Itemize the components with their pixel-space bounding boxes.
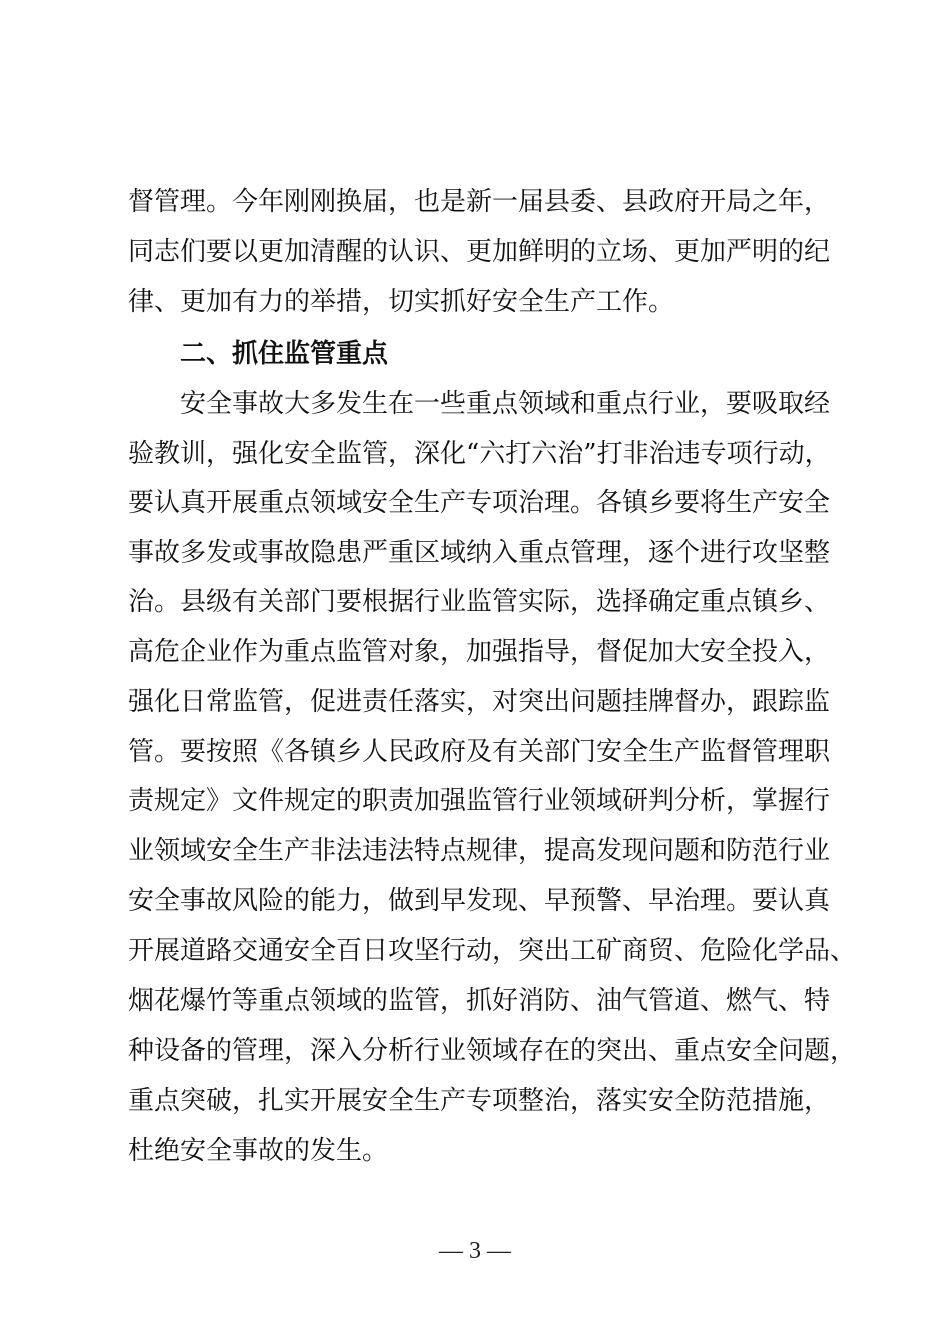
section-heading: 二、抓住监管重点 [180, 339, 389, 369]
paragraph-line: 同志们要以更加清醒的认识、更加鲜明的立场、更加严明的纪 [128, 237, 831, 267]
page-number: — 3 — [439, 1238, 511, 1264]
paragraph-line: 种设备的管理，深入分析行业领域存在的突出、重点安全问题， [128, 1036, 857, 1066]
paragraph-line: 高危企业作为重点监管对象，加强指导，督促加大安全投入， [128, 637, 831, 667]
paragraph-line: 重点突破，扎实开展安全生产专项整治，落实安全防范措施， [128, 1086, 831, 1116]
paragraph-line: 安全事故风险的能力，做到早发现、早预警、早治理。要认真 [128, 886, 831, 916]
paragraph-line: 验教训，强化安全监管，深化“六打六治”打非治违专项行动， [128, 439, 831, 469]
paragraph-line: 业领域安全生产非法违法特点规律，提高发现问题和防范行业 [128, 836, 831, 866]
paragraph-line: 督管理。今年刚刚换届，也是新一届县委、县政府开局之年， [128, 187, 831, 217]
paragraph-line: 要认真开展重点领域安全生产专项治理。各镇乡要将生产安全 [128, 488, 831, 518]
paragraph-line: 烟花爆竹等重点领域的监管，抓好消防、油气管道、燃气、特 [128, 986, 831, 1016]
paragraph-line: 安全事故大多发生在一些重点领域和重点行业，要吸取经 [180, 389, 831, 419]
paragraph-line: 事故多发或事故隐患严重区域纳入重点管理，逐个进行攻坚整 [128, 538, 831, 568]
paragraph-line: 强化日常监管，促进责任落实，对突出问题挂牌督办，跟踪监 [128, 687, 831, 717]
paragraph-line: 责规定》文件规定的职责加强监管行业领域研判分析，掌握行 [128, 786, 831, 816]
paragraph-line: 开展道路交通安全百日攻坚行动，突出工矿商贸、危险化学品、 [128, 936, 857, 966]
paragraph-line: 律、更加有力的举措，切实抓好安全生产工作。 [128, 287, 675, 317]
paragraph-line: 治。县级有关部门要根据行业监管实际，选择确定重点镇乡、 [128, 587, 831, 617]
paragraph-line: 杜绝安全事故的发生。 [128, 1136, 389, 1166]
paragraph-line: 管。要按照《各镇乡人民政府及有关部门安全生产监督管理职 [128, 737, 831, 767]
